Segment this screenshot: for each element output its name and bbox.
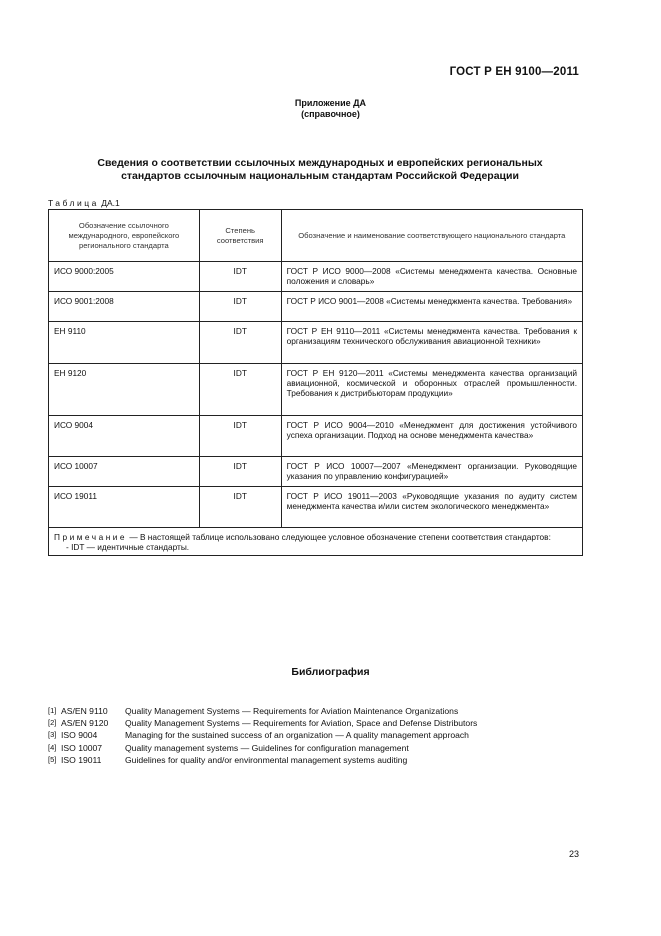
bib-code: AS/EN 9110 (61, 706, 108, 716)
bib-code: ISO 19011 (61, 754, 102, 765)
document-code-header: ГОСТ Р ЕН 9100—2011 (449, 66, 579, 78)
column-header-degree: Степень соответствия (199, 210, 281, 262)
note-label: Примечание (54, 532, 128, 542)
bib-text: Quality management systems — Guidelines for configuration management (125, 742, 409, 753)
bib-text: Guidelines for quality and/or environmental management systems auditing (125, 754, 408, 765)
national-cell: ГОСТ Р ИСО 10007—2007 «Менеджмент организации. Руководящие указания по управлению конфигурацией» (281, 457, 582, 487)
section-title-line-2: стандартов ссылочным национальным стандартам Российской Федерации (121, 170, 519, 182)
column-header-reference: Обозначение ссылочного международного, европейского регионального стандарта (49, 210, 200, 262)
ref-cell: ИСО 9000:2005 (49, 262, 200, 292)
degree-cell: IDT (199, 487, 281, 528)
bib-text: Managing for the sustained success of an organization — A quality management approach (125, 730, 469, 741)
table-caption-label: Таблица (48, 198, 99, 208)
table-caption-number: ДА.1 (101, 198, 120, 208)
list-item (48, 729, 477, 741)
appendix-subtitle: (справочное) (301, 109, 360, 119)
note-item: - IDT — идентичные стандарты. (66, 542, 190, 553)
national-cell: ГОСТ Р ИСО 9004—2010 «Менеджмент для достижения устойчивого успеха организации. Подход на основе менеджмента качества» (281, 416, 582, 457)
table-row (49, 487, 583, 528)
bib-number: [4] (48, 742, 57, 752)
table-row (49, 292, 583, 322)
degree-cell: IDT (199, 322, 281, 364)
bibliography-title: Библиография (291, 666, 370, 678)
ref-cell: ЕН 9110 (49, 322, 200, 364)
table-note (49, 528, 583, 556)
table-row (49, 364, 583, 416)
national-cell: ГОСТ Р ЕН 9110—2011 «Системы менеджмента качества. Требования к организациям технического обслуживания авиационной техники» (281, 322, 582, 364)
bib-text: Quality Management Systems — Requirements for Aviation, Space and Defense Distributors (125, 718, 478, 729)
table-caption (48, 198, 120, 208)
ref-cell: ИСО 9001:2008 (49, 292, 200, 322)
bibliography-list (48, 705, 477, 766)
degree-cell: IDT (199, 416, 281, 457)
correspondence-table (48, 209, 583, 556)
table-note-row (49, 528, 583, 556)
table-row (49, 416, 583, 457)
ref-cell: ЕН 9120 (49, 364, 200, 416)
list-item (48, 754, 477, 766)
table-row (49, 457, 583, 487)
bib-code: AS/EN 9120 (61, 718, 109, 729)
bib-number: [3] (48, 730, 57, 740)
bib-number: [2] (48, 718, 57, 728)
degree-cell: IDT (199, 262, 281, 292)
bib-number: [5] (48, 754, 57, 764)
list-item (48, 717, 477, 729)
page-number: 23 (568, 849, 579, 859)
bib-text: Quality Management Systems — Requirements for Aviation Maintenance Organizations (125, 706, 459, 716)
ref-cell: ИСО 9004 (49, 416, 200, 457)
column-header-national: Обозначение и наименование соответствующего национального стандарта (281, 210, 582, 262)
appendix-heading (0, 98, 661, 120)
national-cell: ГОСТ Р ИСО 9000—2008 «Системы менеджмента качества. Основные положения и словарь» (281, 262, 582, 292)
section-title (60, 157, 580, 183)
ref-cell: ИСО 19011 (49, 487, 200, 528)
table-row (49, 262, 583, 292)
degree-cell: IDT (199, 364, 281, 416)
note-text: — В настоящей таблице использовано следующее условное обозначение степени соответствия стандартов: (129, 532, 551, 542)
table-row (49, 322, 583, 364)
ref-cell: ИСО 10007 (49, 457, 200, 487)
section-title-line-1: Сведения о соответствии ссылочных международных и европейских региональных (97, 157, 543, 169)
list-item (48, 742, 477, 754)
national-cell: ГОСТ Р ИСО 9001—2008 «Системы менеджмента качества. Требования» (281, 292, 582, 322)
appendix-title: Приложение ДА (294, 98, 367, 108)
degree-cell: IDT (199, 457, 281, 487)
list-item (48, 705, 477, 717)
bib-code: ISO 10007 (61, 742, 103, 753)
bib-number: [1] (48, 706, 57, 715)
national-cell: ГОСТ Р ИСО 19011—2003 «Руководящие указания по аудиту систем менеджмента качества и/или систем экологического менеджмента» (281, 487, 582, 528)
degree-cell: IDT (199, 292, 281, 322)
bib-code: ISO 9004 (61, 730, 98, 741)
national-cell: ГОСТ Р ЕН 9120—2011 «Системы менеджмента качества организаций авиационной, космической и оборонных отраслей промышленности. Требования к дистрибьюторам продукции» (281, 364, 582, 416)
